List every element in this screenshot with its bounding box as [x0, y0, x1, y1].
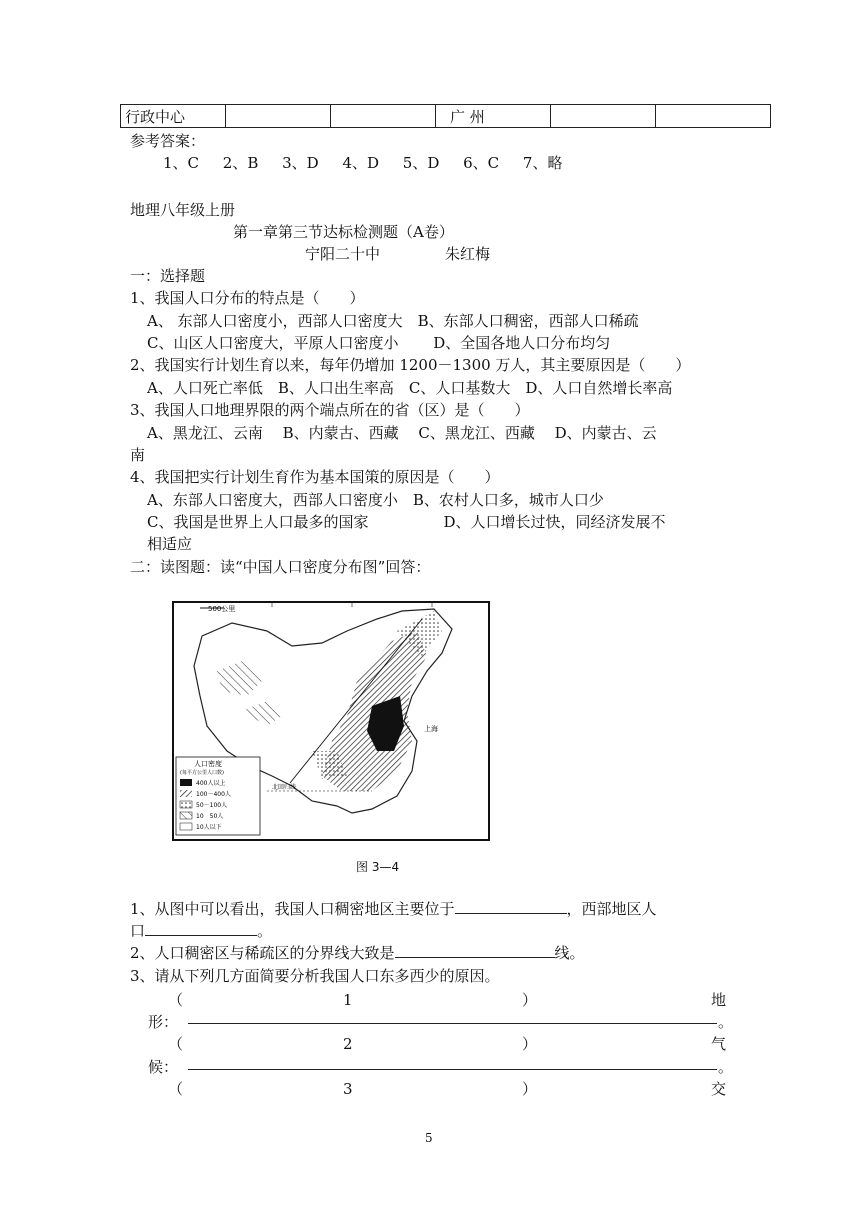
sub-close: ）	[522, 1035, 538, 1053]
sub-line-start: 候：	[148, 1058, 179, 1076]
legend-swatch	[180, 779, 192, 786]
sub-close: ）	[522, 991, 538, 1009]
sub-end: 。	[718, 1058, 734, 1076]
question-2-options: A、人口死亡率低 B、人口出生率高 C、人口基数大 D、人口自然增长率高	[147, 379, 673, 397]
legend-label: 10 50人	[196, 813, 224, 820]
fill-question-1-cont	[130, 921, 272, 941]
answer-line[interactable]	[188, 1022, 717, 1024]
section-heading: 二：读图题：读“中国人口密度分布图”回答：	[130, 558, 431, 576]
legend-label: 100－400人	[196, 791, 231, 798]
question-4: 4、我国把实行计划生育作为基本国策的原因是（ ）	[130, 468, 500, 486]
test-title: 第一章第三节达标检测题（A卷）	[233, 223, 454, 241]
legend-swatch	[180, 812, 192, 819]
legend-swatch	[180, 790, 192, 797]
question-4-options-a: A、东部人口密度大，西部人口密度小 B、农村人口多，城市人口少	[147, 491, 604, 509]
question-3-options-wrap: 南	[130, 446, 146, 464]
scale-label: 500公里	[208, 605, 236, 613]
question-4-options-wrap: 相适应	[147, 535, 193, 553]
sub-word: 气	[711, 1035, 727, 1053]
sub-word: 交	[711, 1080, 727, 1098]
school-name: 宁阳二十中	[305, 245, 381, 263]
question-1-options-b: C、山区人口密度大，平原人口密度小 D、全国各地人口分布均匀	[147, 334, 611, 352]
sub-line-start: 形：	[148, 1013, 179, 1031]
fill-question-1-mid: ，西部地区人	[566, 900, 657, 918]
fill-question-2	[130, 943, 585, 963]
sub-number: 2	[343, 1035, 353, 1053]
answer-blank[interactable]	[455, 899, 567, 914]
sub-open: （	[168, 1035, 184, 1053]
answer-blank[interactable]	[145, 921, 257, 936]
page-number: 5	[425, 1131, 433, 1145]
table-cell	[226, 105, 331, 128]
question-1: 1、我国人口分布的特点是（ ）	[130, 289, 365, 307]
table-cell-label: 行政中心	[121, 105, 226, 128]
sub-end: 。	[718, 1013, 734, 1031]
legend-label: 400人以上	[196, 780, 226, 787]
table-cell: 广 州	[436, 105, 551, 128]
map-legend	[176, 757, 260, 835]
fill-question-3: 3、请从下列几方面简要分析我国人口东多西少的原因。	[130, 967, 500, 985]
fill-question-1-end: 。	[257, 922, 273, 940]
sub-open: （	[168, 991, 184, 1009]
author-name: 朱红梅	[445, 245, 491, 263]
legend-label: 10人以下	[196, 824, 222, 831]
legend-label: 50－100人	[196, 802, 228, 809]
question-2: 2、我国实行计划生育以来，每年仍增加 1200－1300 万人，其主要原因是（ ）	[130, 356, 691, 374]
answers-list: 1、C 2、B 3、D 4、D 5、D 6、C 7、略	[163, 154, 563, 172]
question-3-options: A、黑龙江、云南 B、内蒙古、西藏 C、黑龙江、西藏 D、内蒙古、云	[147, 424, 657, 442]
fill-question-2-text: 2、人口稠密区与稀疏区的分界线大致是	[130, 944, 395, 962]
fill-question-1-text: 1、从图中可以看出，我国人口稠密地区主要位于	[130, 900, 455, 918]
label-shanghai: 上海	[424, 725, 438, 733]
label-tropic: 北回归线	[272, 784, 297, 791]
answer-blank[interactable]	[395, 943, 555, 958]
sub-number: 3	[343, 1080, 353, 1098]
table-cell	[656, 105, 771, 128]
legend-swatch	[180, 801, 192, 808]
admin-center-table	[120, 104, 771, 128]
figure-caption: 图 3—4	[356, 860, 400, 874]
table-cell	[551, 105, 656, 128]
fill-question-1-cont-text: 口	[130, 922, 146, 940]
table-row	[121, 105, 771, 128]
fill-question-2-end: 线。	[554, 944, 585, 962]
sub-word: 地	[711, 991, 727, 1009]
legend-subtitle: (每平方公里人口数)	[180, 770, 224, 776]
book-title: 地理八年级上册	[130, 201, 236, 219]
answers-title: 参考答案：	[130, 132, 206, 150]
question-4-options-b: C、我国是世界上人口最多的国家 D、人口增长过快，同经济发展不	[147, 513, 666, 531]
sub-close: ）	[522, 1080, 538, 1098]
question-1-options-a: A、 东部人口密度小，西部人口密度大 B、东部人口稠密，西部人口稀疏	[147, 312, 639, 330]
table-cell	[331, 105, 436, 128]
sub-open: （	[168, 1080, 184, 1098]
legend-swatch	[180, 823, 192, 830]
answer-line[interactable]	[188, 1068, 717, 1070]
sub-number: 1	[343, 991, 353, 1009]
question-3: 3、我国人口地理界限的两个端点所在的省（区）是（ ）	[130, 401, 530, 419]
section-heading: 一：选择题	[130, 267, 206, 285]
population-density-map	[172, 601, 490, 841]
legend-title: 人口密度	[194, 760, 222, 768]
fill-question-1	[130, 899, 657, 919]
